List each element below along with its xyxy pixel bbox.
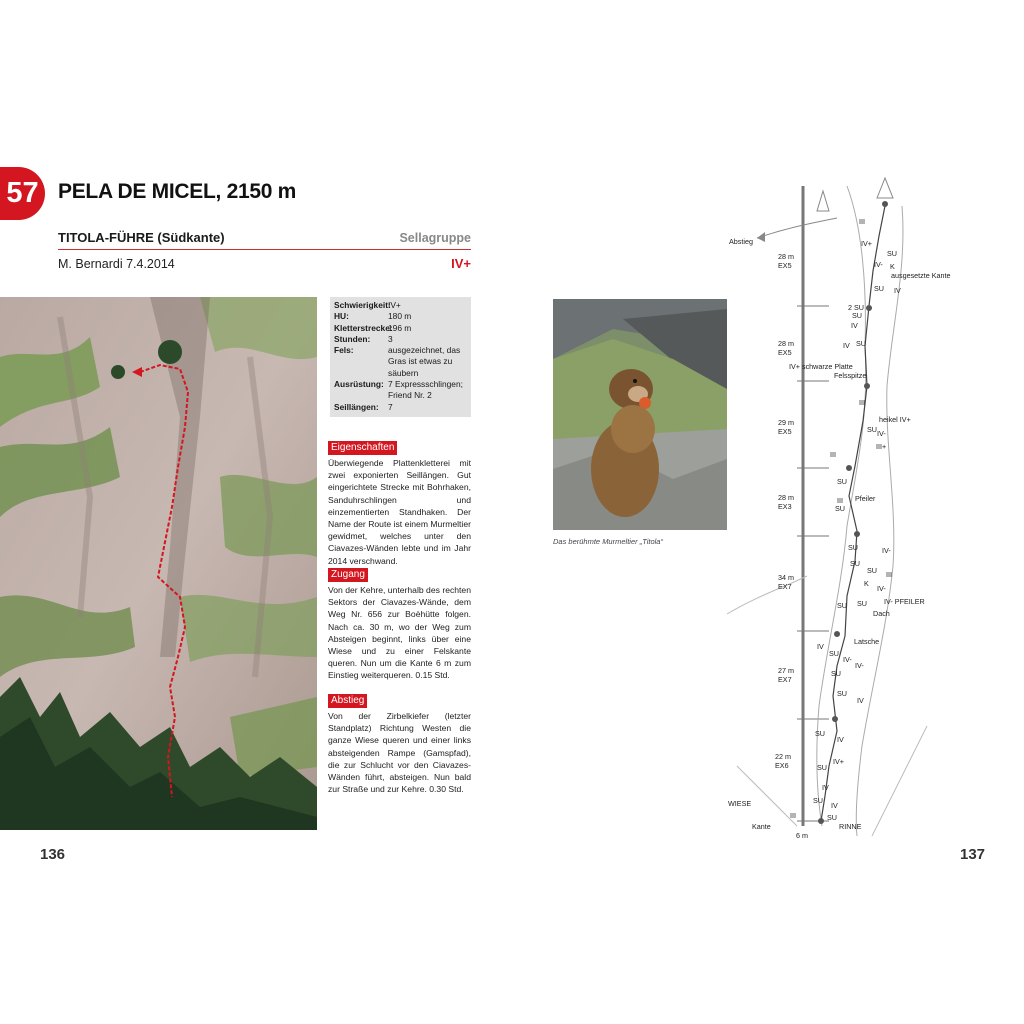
- first-ascent: M. Bernardi 7.4.2014: [58, 257, 175, 271]
- topo-label-abstieg: Abstieg: [729, 237, 753, 246]
- page-number-left: 136: [40, 846, 66, 863]
- svg-text:IV: IV: [817, 642, 824, 651]
- svg-text:IV: IV: [837, 735, 844, 744]
- pitch-bolts: EX5: [778, 261, 792, 270]
- topo-label-pfeiler-caps: IV- PFEILER: [884, 597, 925, 606]
- topo-label-latsche: Latsche: [854, 637, 880, 646]
- svg-text:SU: SU: [829, 649, 839, 658]
- svg-text:SU: SU: [867, 425, 877, 434]
- info-row: [334, 300, 467, 311]
- info-value: IV+: [388, 300, 401, 310]
- pitch-bolts: EX7: [778, 675, 792, 684]
- info-row: [334, 379, 467, 402]
- svg-text:SU: SU: [835, 504, 845, 513]
- region-label: Sellagruppe: [399, 231, 471, 245]
- info-value: 7 Expressschlingen; Friend Nr. 2: [388, 379, 463, 401]
- svg-text:2 SU: 2 SU: [848, 303, 864, 312]
- pitch-length: 28 m: [778, 493, 794, 502]
- svg-text:SU: SU: [817, 763, 827, 772]
- info-value: 7: [388, 401, 393, 412]
- svg-text:SU: SU: [813, 796, 823, 805]
- pitch-length: 27 m: [778, 666, 794, 675]
- topo-label-kante: ausgesetzte Kante: [891, 271, 951, 280]
- svg-text:K: K: [864, 579, 869, 588]
- svg-text:SU: SU: [837, 689, 847, 698]
- info-value: 180 m: [388, 311, 412, 322]
- page-title: PELA DE MICEL, 2150 m: [58, 180, 296, 203]
- topo-label-kante-low: Kante: [752, 822, 771, 831]
- info-value: ausgezeichnet, das Gras ist etwas zu säubern: [388, 345, 461, 378]
- section-text-zugang: Von der Kehre, unterhalb des rechten Sektors der Ciavazes-Wände, dem Weg Nr. 656 zur Boèhütte folgen. Nach ca. 30 m, wo der Weg zum Absteigen beginnt, links über eine Wiese und zu einer Felskante queren. Nun um die Kante 6 m zum Einstieg weiterqueren. 0.15 Std.: [328, 585, 471, 681]
- pitch-length: 22 m: [775, 752, 791, 761]
- svg-text:SU: SU: [874, 284, 884, 293]
- pitch-bolts: EX5: [778, 427, 792, 436]
- svg-text:SU: SU: [867, 566, 877, 575]
- svg-text:SU: SU: [815, 729, 825, 738]
- svg-text:IV: IV: [851, 321, 858, 330]
- route-name: TITOLA-FÜHRE (Südkante): [58, 230, 225, 245]
- svg-text:IV-: IV-: [877, 584, 886, 593]
- info-value: 3: [388, 333, 393, 344]
- grade-label: IV+: [451, 256, 471, 271]
- photo-caption: Das berühmte Murmeltier „Titola“: [553, 537, 663, 546]
- section-heading-abstieg: Abstieg: [328, 694, 367, 708]
- svg-text:SU: SU: [831, 669, 841, 678]
- topo-label-dach: Dach: [873, 609, 890, 618]
- pitch-bolts: EX3: [778, 502, 792, 511]
- topo-label-heikel: heikel IV+: [879, 415, 911, 424]
- svg-text:IV: IV: [857, 696, 864, 705]
- pitch-length: 28 m: [778, 339, 794, 348]
- svg-text:III: III: [859, 217, 865, 226]
- pitch-bolts: EX7: [778, 582, 792, 591]
- svg-text:SU: SU: [837, 477, 847, 486]
- svg-text:IV+: IV+: [861, 239, 872, 248]
- pitch-length: 28 m: [778, 252, 794, 261]
- svg-text:SU: SU: [850, 559, 860, 568]
- route-info-box: [330, 297, 471, 417]
- svg-text:IV: IV: [822, 783, 829, 792]
- info-key: Schwierigkeit:: [334, 300, 391, 310]
- svg-text:IV-: IV-: [877, 429, 886, 438]
- info-key: Seillängen:: [334, 401, 379, 412]
- section-text-abstieg: Von der Zirbelkiefer (letzter Standplatz) Richtung Westen die ganze Wiese queren und einer links absteigenden Rampe (Gamspfad), die zur Schlucht vor den Ciavazes-Wänden führt, absteigen. Nun bald zur Straße und zur Kehre. 0.30 Std.: [328, 711, 471, 795]
- route-number-badge: 57: [0, 167, 45, 220]
- page-number-right: 137: [960, 846, 986, 863]
- svg-text:IV: IV: [843, 341, 850, 350]
- info-row: [334, 402, 467, 413]
- info-key: Fels:: [334, 345, 354, 356]
- svg-text:SU: SU: [827, 813, 837, 822]
- svg-text:IV-: IV-: [874, 260, 883, 269]
- svg-text:III: III: [886, 570, 892, 579]
- topo-label-wiese: WIESE: [728, 799, 752, 808]
- svg-text:III: III: [859, 398, 865, 407]
- topo-label-felsspitze: Felsspitze: [834, 371, 867, 380]
- svg-text:IV+: IV+: [833, 757, 844, 766]
- svg-text:IV: IV: [831, 801, 838, 810]
- topo-label-rinne: RINNE: [839, 822, 862, 831]
- svg-text:SU: SU: [848, 543, 858, 552]
- pitch-bolts: EX5: [778, 348, 792, 357]
- svg-text:III: III: [790, 811, 796, 820]
- svg-text:IV-: IV-: [855, 661, 864, 670]
- header-divider: [58, 249, 471, 250]
- svg-text:III+: III+: [876, 442, 887, 451]
- svg-text:SU: SU: [852, 311, 862, 320]
- info-row: [334, 334, 467, 345]
- info-row: [334, 311, 467, 322]
- info-key: HU:: [334, 311, 349, 322]
- section-heading-eigenschaften: Eigenschaften: [328, 441, 397, 455]
- svg-text:IV-: IV-: [843, 655, 852, 664]
- cliff-photo: [0, 297, 317, 830]
- topo-label-pfeiler: Pfeiler: [855, 494, 876, 503]
- svg-text:K: K: [890, 262, 895, 271]
- svg-text:SU: SU: [856, 339, 866, 348]
- svg-text:III: III: [837, 496, 843, 505]
- info-row: [334, 345, 467, 379]
- route-topo: [697, 166, 1024, 846]
- section-heading-zugang: Zugang: [328, 568, 368, 582]
- pitch-length: 34 m: [778, 573, 794, 582]
- pitch-length: 29 m: [778, 418, 794, 427]
- info-key: Stunden:: [334, 333, 371, 344]
- pitch-bolts: EX6: [775, 761, 789, 770]
- info-row: [334, 323, 467, 334]
- topo-label-6m: 6 m: [796, 831, 808, 840]
- info-key: Kletterstrecke:: [334, 322, 393, 333]
- info-value: 196 m: [388, 322, 412, 333]
- svg-text:SU: SU: [857, 599, 867, 608]
- topo-label-platte: IV+ schwarze Platte: [789, 362, 853, 371]
- svg-text:IV: IV: [894, 286, 901, 295]
- section-text-eigenschaften: Überwiegende Plattenkletterei mit zwei exponierten Seillängen. Gut eingerichtete Strecke mit Bohrhaken, Sanduhrschlingen und einzementierten Standhaken. Der Name der Route ist einem Murmeltier gewidmet, welches unter den Ciavazes-Wänden lebte und im Jahr 2014 verschwand.: [328, 458, 471, 566]
- svg-text:IV-: IV-: [882, 546, 891, 555]
- svg-text:SU: SU: [837, 601, 847, 610]
- svg-text:III: III: [830, 450, 836, 459]
- svg-text:SU: SU: [887, 249, 897, 258]
- info-key: Ausrüstung:: [334, 379, 384, 390]
